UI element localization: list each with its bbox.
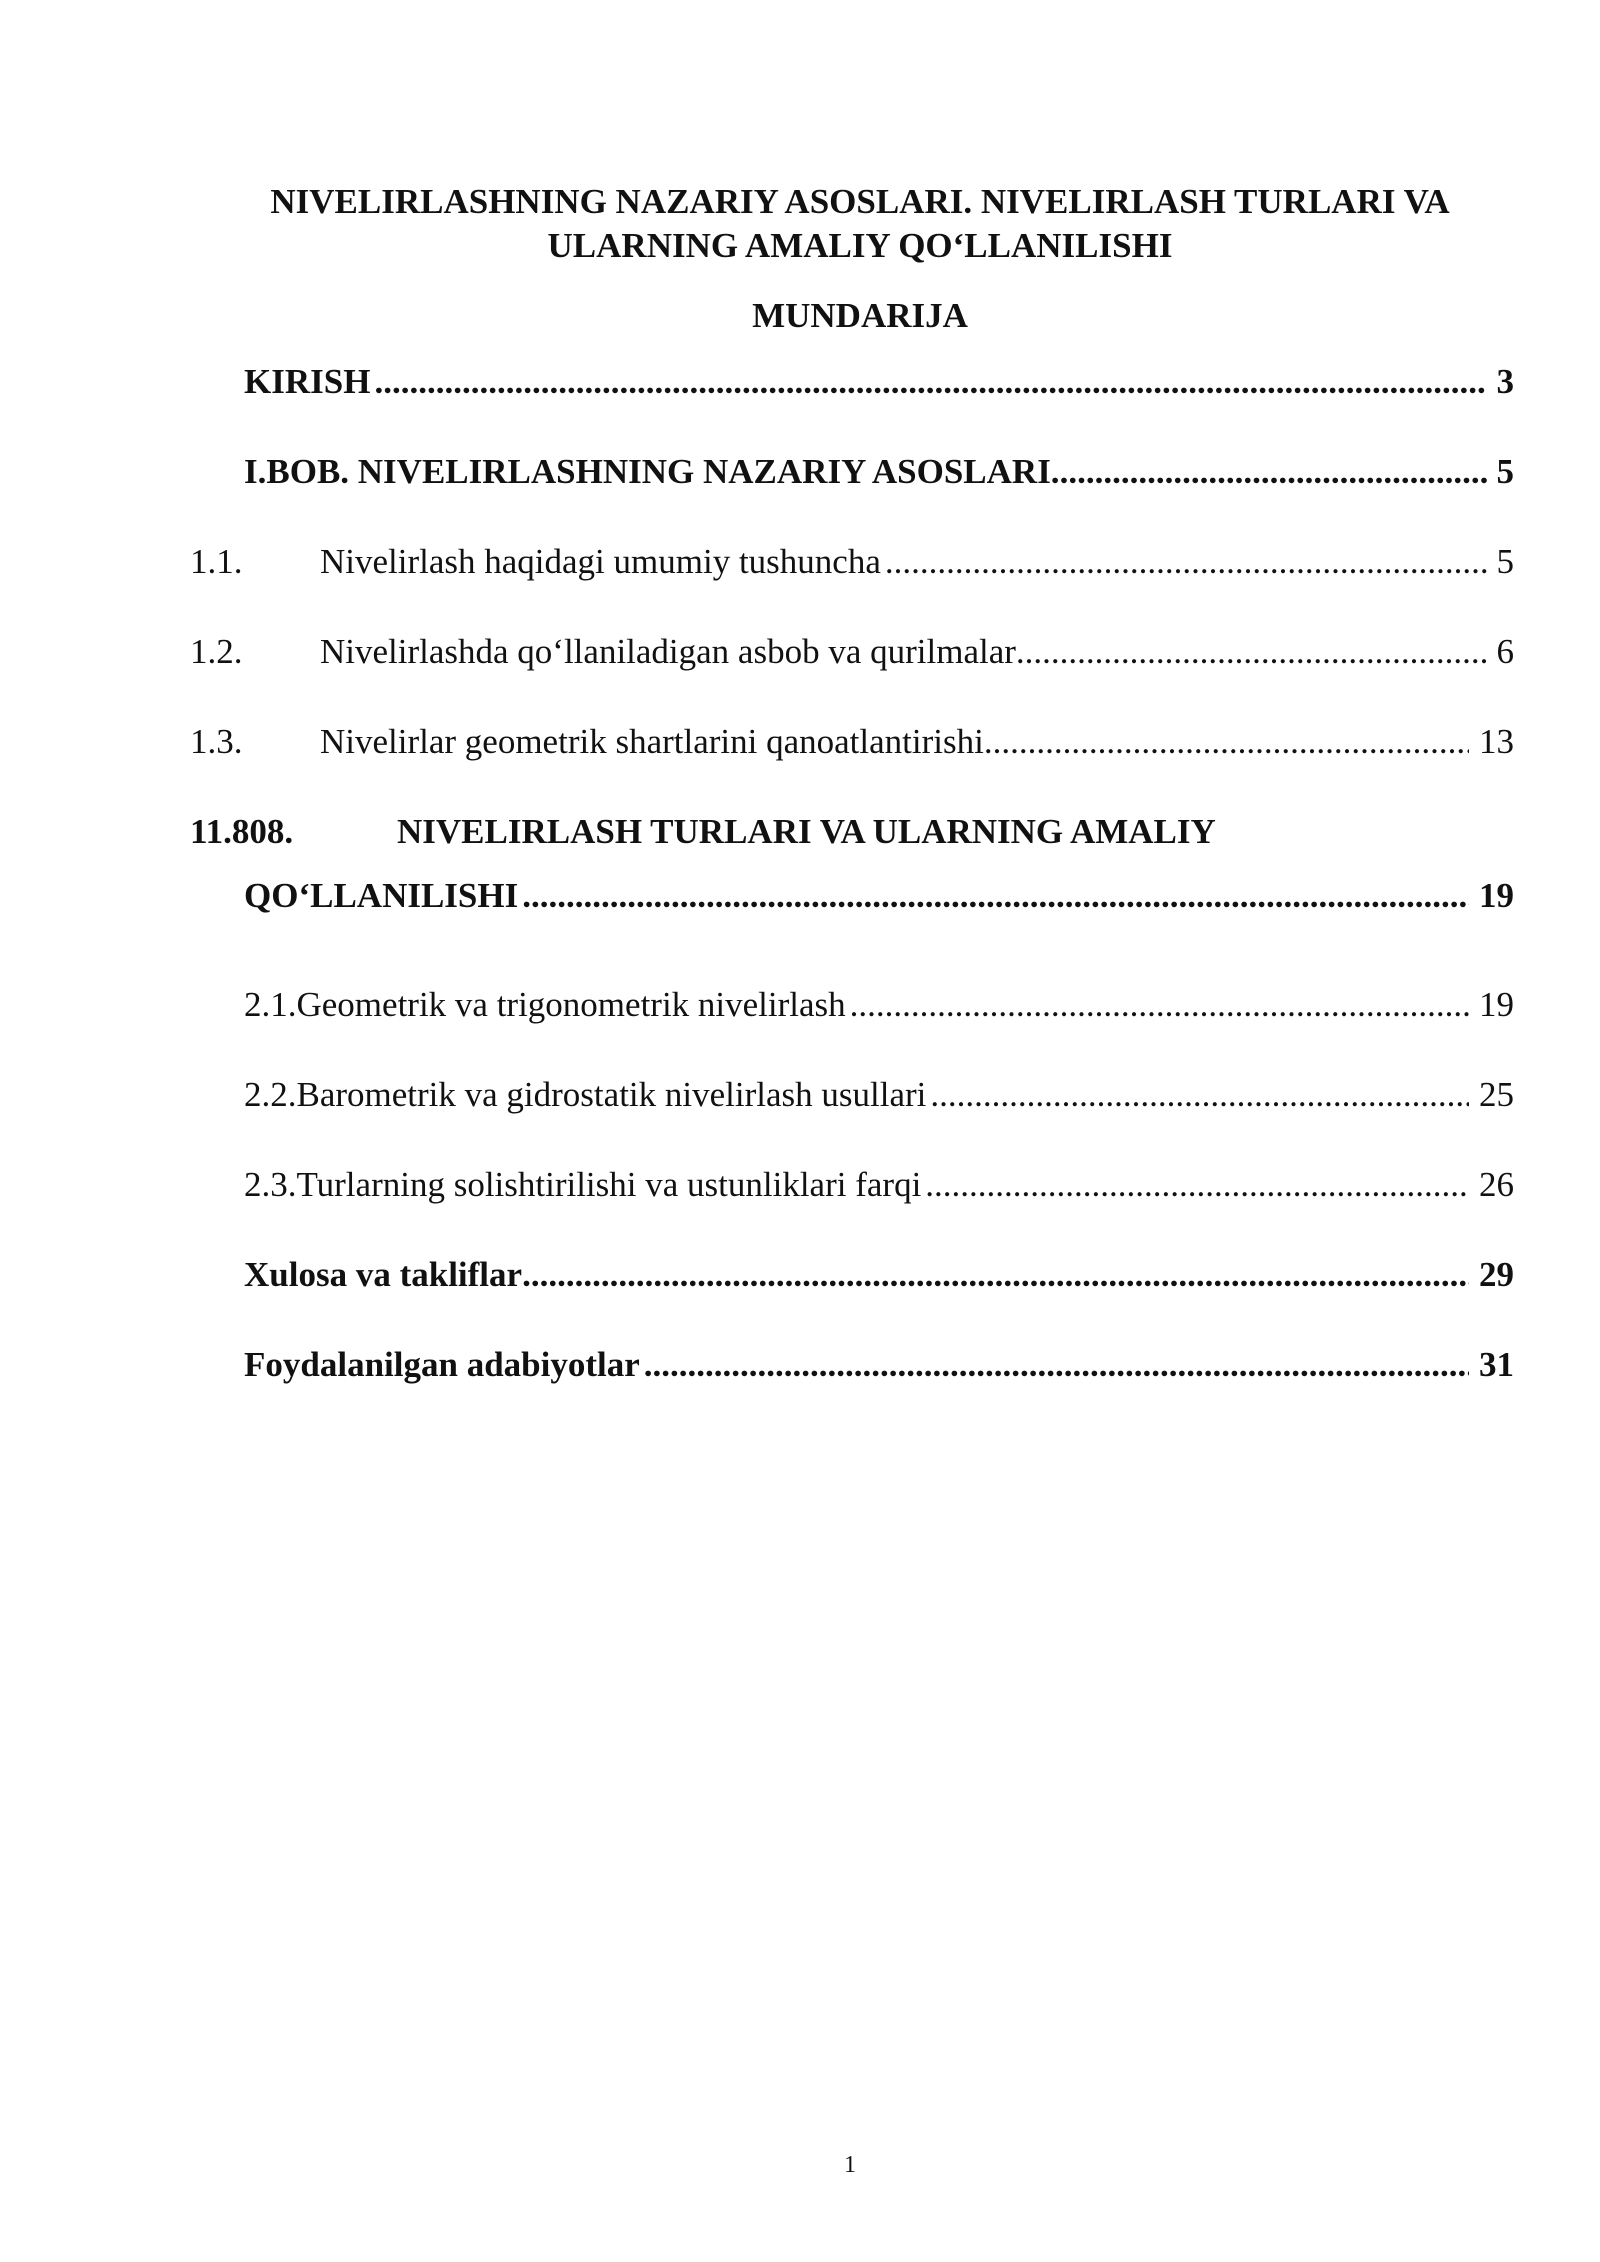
toc-entry-title: Foydalanilgan adabiyotlar xyxy=(244,1345,640,1384)
toc-entry-conclusion[interactable] xyxy=(244,1253,1514,1297)
toc-entry-2-1[interactable] xyxy=(244,983,1514,1027)
toc-leader xyxy=(522,874,1469,918)
toc-entry-title: NIVELIRLASH TURLARI VA ULARNING AMALIY xyxy=(397,812,1216,851)
toc-leader xyxy=(885,540,1487,584)
toc-entry-1-2[interactable] xyxy=(190,630,1514,674)
toc-entry-2-3[interactable] xyxy=(244,1163,1514,1207)
toc-entry-title: Xulosa va takliflar xyxy=(244,1255,523,1294)
toc-leader xyxy=(522,1253,1469,1297)
toc-entry-kirish[interactable] xyxy=(244,360,1514,404)
toc-leader xyxy=(930,1073,1469,1117)
toc-entry-chapter-1[interactable] xyxy=(244,450,1514,494)
toc-leader xyxy=(644,1343,1469,1387)
toc-entry-title: Nivelirlashda qo‘llaniladigan asbob va qurilmalar xyxy=(320,632,1016,671)
toc-leader xyxy=(1060,450,1487,494)
toc-leader xyxy=(1016,630,1487,674)
toc-entry-number: 1.3. xyxy=(190,722,243,761)
toc-entry-page: 31 xyxy=(1479,1345,1514,1384)
toc-entry-page: 5 xyxy=(1496,542,1514,581)
toc-entry-number: 1.1. xyxy=(190,542,243,581)
toc-entry-page: 5 xyxy=(1496,452,1514,491)
toc-leader xyxy=(984,720,1469,764)
toc-entry-title: 2.1.Geometrik va trigonometrik nivelirlash xyxy=(244,985,846,1024)
toc-entry-title: 2.2.Barometrik va gidrostatik nivelirlash usullari xyxy=(244,1075,927,1114)
toc-entry-references[interactable] xyxy=(244,1343,1514,1387)
document-title-line-2: ULARNING AMALIY QO‘LLANILISHI xyxy=(547,226,1173,265)
toc-entry-page: 26 xyxy=(1479,1165,1514,1204)
toc-leader xyxy=(925,1163,1469,1207)
toc-entry-page: 13 xyxy=(1479,722,1514,761)
toc-entry-title-continued: QO‘LLANILISHI xyxy=(244,876,519,915)
toc-entry-2-2[interactable] xyxy=(244,1073,1514,1117)
page-number: 1 xyxy=(844,2152,856,2178)
document-title-line-1: NIVELIRLASHNING NAZARIY ASOSLARI. NIVELIRLASH TURLARI VA xyxy=(270,182,1450,221)
toc-entry-title: KIRISH xyxy=(244,362,371,401)
toc-entry-title: Nivelirlar geometrik shartlarini qanoatlantirishi xyxy=(320,722,984,761)
toc-entry-1-3[interactable] xyxy=(190,720,1514,764)
toc-entry-number: 11.808. xyxy=(190,812,294,851)
toc-entry-page: 25 xyxy=(1479,1075,1514,1114)
toc-entry-page: 6 xyxy=(1496,632,1514,671)
toc-leader xyxy=(374,360,1486,404)
toc-entry-1-1[interactable] xyxy=(190,540,1514,584)
toc-entry-page: 3 xyxy=(1496,362,1514,401)
toc-entry-page: 19 xyxy=(1479,876,1514,915)
toc-entry-chapter-2-line-1[interactable] xyxy=(190,810,1216,854)
toc-leader xyxy=(850,983,1469,1027)
toc-entry-chapter-2-line-2[interactable] xyxy=(244,874,1514,918)
toc-entry-title: I.BOB. NIVELIRLASHNING NAZARIY ASOSLARI. xyxy=(244,452,1060,491)
toc-entry-page: 29 xyxy=(1479,1255,1514,1294)
toc-entry-number: 1.2. xyxy=(190,632,243,671)
toc-entry-title: 2.3.Turlarning solishtirilishi va ustunliklari farqi xyxy=(244,1165,922,1204)
document-title xyxy=(180,180,1540,268)
toc-entry-page: 19 xyxy=(1479,985,1514,1024)
toc-entry-title: Nivelirlash haqidagi umumiy tushuncha xyxy=(320,542,881,581)
toc-heading: MUNDARIJA xyxy=(752,296,968,335)
